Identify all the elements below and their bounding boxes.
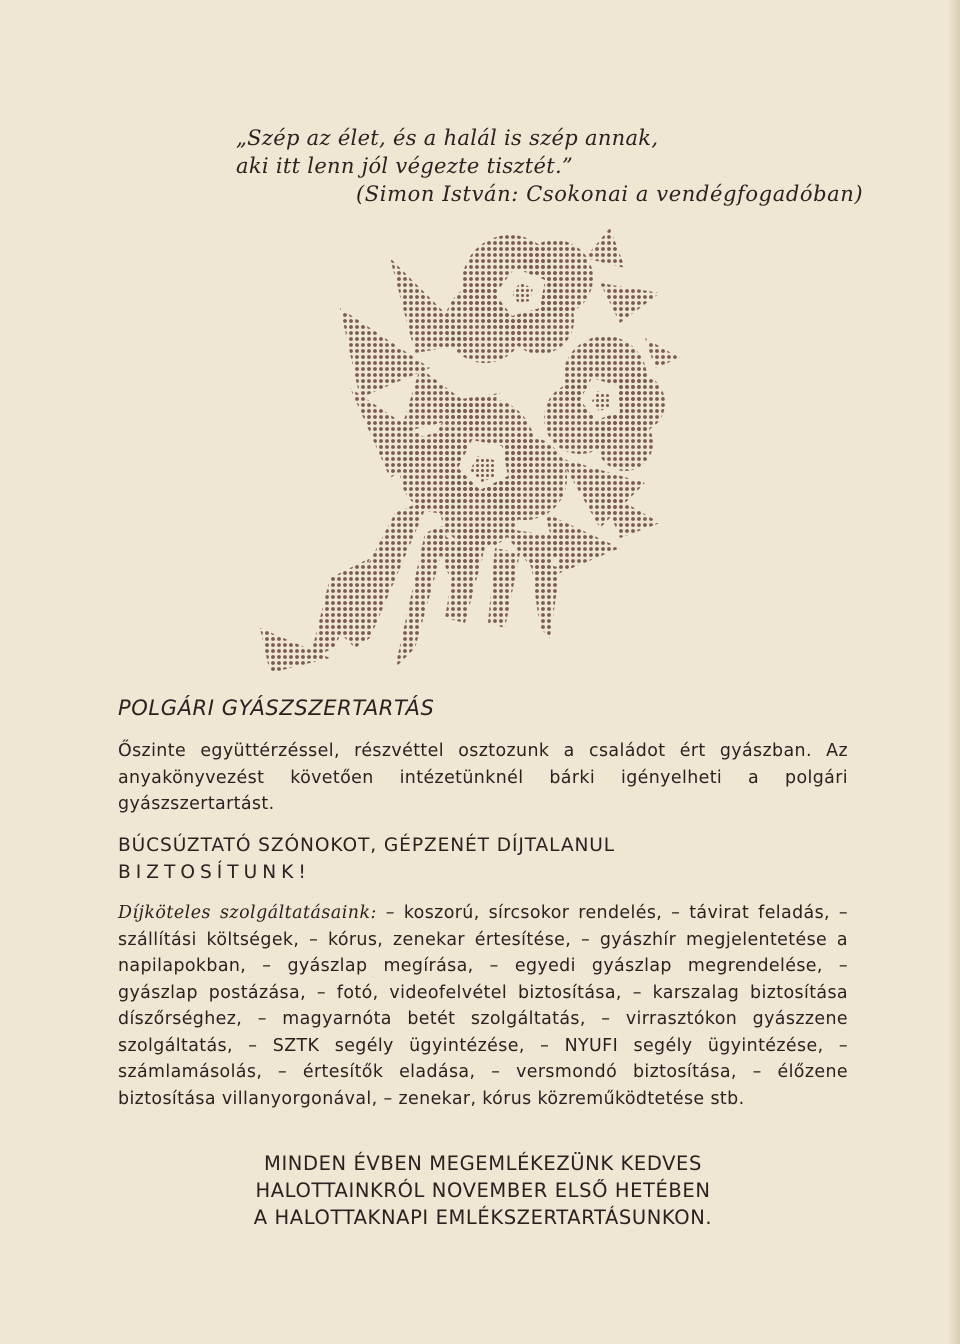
epigraph-quote bbox=[236, 124, 876, 208]
quote-line-1: „Szép az élet, és a halál is szép annak, bbox=[236, 126, 659, 150]
services-list: – koszorú, sírcsokor rendelés, – távirat feladás, – szállítási költségek, – kórus, zenekar értesítése, – gyászhír megjelentetése a napilapokban, – gyászlap megírása, – egyedi gyászlap megrendelése, – gyászlap postázása, – fotó, videofelvétel biztosítása, – karszalag biztosítása díszőrséghez, – magyarnóta betét szolgáltatás, – virrasztókon gyászzene szolgáltatás, – SZTK segély ügyintézése, – NYUFI segély ügyintézése, – számlamásolás, – értesítők eladása, – versmondó biztosítása, – élőzene biztosítása villanyorgonával, – zenekar, kórus közreműködtetése stb. bbox=[118, 903, 848, 1109]
closing-announcement bbox=[118, 1150, 848, 1231]
section-heading: POLGÁRI GYÁSZSZERTARTÁS bbox=[118, 696, 435, 720]
flower-right-icon bbox=[544, 336, 665, 471]
quote-line-2: aki itt lenn jól végezte tisztét.” bbox=[236, 154, 574, 178]
free-services-notice bbox=[118, 832, 838, 886]
page-edge-shadow bbox=[948, 0, 960, 1344]
notice-line-2: BIZTOSÍTUNK! bbox=[118, 862, 311, 883]
closing-line-2: HALOTTAINKRÓL NOVEMBER ELSŐ HETÉBEN bbox=[255, 1179, 711, 1202]
flower-bouquet-illustration bbox=[240, 228, 680, 678]
paid-services-paragraph bbox=[118, 900, 848, 1112]
services-lead: Díjköteles szolgáltatásaink: bbox=[118, 903, 377, 923]
quote-attribution: (Simon István: Csokonai a vendégfogadóban) bbox=[356, 182, 864, 206]
notice-line-1: BÚCSÚZTATÓ SZÓNOKOT, GÉPZENÉT DÍJTALANUL bbox=[118, 835, 616, 856]
closing-line-1: MINDEN ÉVBEN MEGEMLÉKEZÜNK KEDVES bbox=[264, 1152, 702, 1175]
closing-line-3: A HALOTTAKNAPI EMLÉKSZERTARTÁSUNKON. bbox=[253, 1206, 713, 1229]
intro-paragraph: Őszinte együttérzéssel, részvéttel osztozunk a családot ért gyászban. Az anyakönyvezést követően intézetünknél bárki igényelheti a polgári gyászszertartást. bbox=[118, 741, 848, 814]
